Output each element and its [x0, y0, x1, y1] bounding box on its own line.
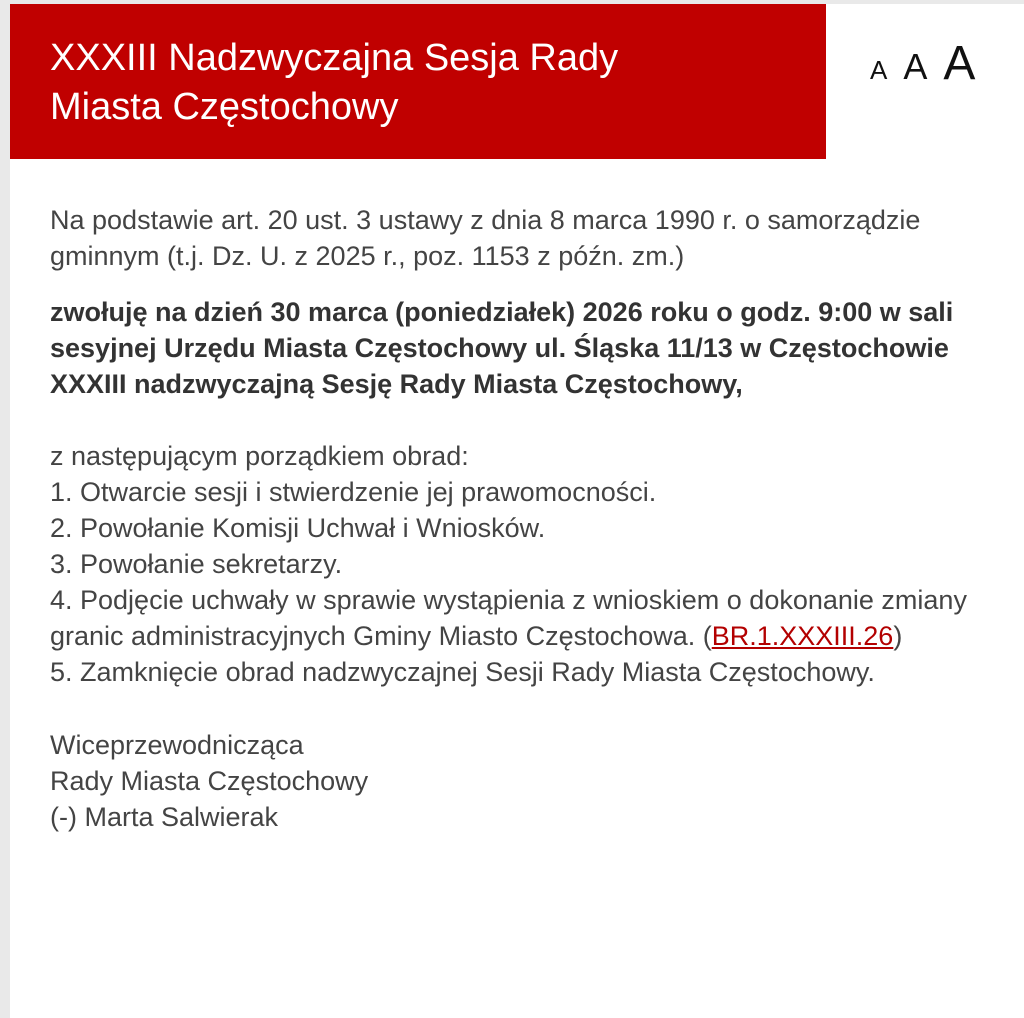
- font-size-medium-button[interactable]: A: [903, 46, 928, 87]
- signature-name: (-) Marta Salwierak: [50, 802, 279, 832]
- agenda-item-1: 1. Otwarcie sesji i stwierdzenie jej prawomocności.: [50, 477, 657, 507]
- page-title: [50, 34, 826, 132]
- font-size-controls: [870, 37, 976, 90]
- font-size-small-button[interactable]: A: [870, 55, 888, 85]
- agenda-item-2: 2. Powołanie Komisji Uchwał i Wniosków.: [50, 513, 546, 543]
- resolution-document-link[interactable]: BR.1.XXXIII.26: [711, 621, 894, 651]
- page: [10, 4, 1024, 1018]
- legal-basis-text: Na podstawie art. 20 ust. 3 ustawy z dnia 8 marca 1990 r. o samorządzie gminnym (t.j. Dz. U. z 2025 r., poz. 1153 z późn. zm.): [50, 205, 921, 271]
- signature-body: Rady Miasta Częstochowy: [50, 766, 369, 796]
- agenda-item-5: 5. Zamknięcie obrad nadzwyczajnej Sesji Rady Miasta Częstochowy.: [50, 657, 875, 687]
- header-banner: [10, 4, 826, 159]
- agenda-item-3: 3. Powołanie sekretarzy.: [50, 549, 343, 579]
- convocation-text: zwołuję na dzień 30 marca (poniedziałek) 2026 roku o godz. 9:00 w sali sesyjnej Urzędu Miasta Częstochowy ul. Śląska 11/13 w Częstochowie XXXIII nadzwyczajną Sesję Rady Miasta Częstochowy,: [50, 297, 954, 399]
- agenda-item-4: [50, 582, 990, 654]
- agenda-intro: z następującym porządkiem obrad:: [50, 441, 469, 471]
- page-title-line2: Miasta Częstochowy: [50, 86, 399, 128]
- font-size-large-button[interactable]: A: [943, 37, 976, 90]
- signature-block: [50, 727, 990, 835]
- page-title-line1: XXXIII Nadzwyczajna Sesja Rady: [50, 37, 619, 79]
- agenda-list: [50, 474, 990, 690]
- agenda-item-4-close: ): [893, 621, 903, 651]
- agenda-item-4-text: 4. Podjęcie uchwały w sprawie wystąpienia z wnioskiem o dokonanie zmiany granic administracyjnych Gminy Miasto Częstochowa. (: [50, 585, 967, 651]
- signature-role: Wiceprzewodnicząca: [50, 730, 304, 760]
- article-body: [50, 202, 990, 835]
